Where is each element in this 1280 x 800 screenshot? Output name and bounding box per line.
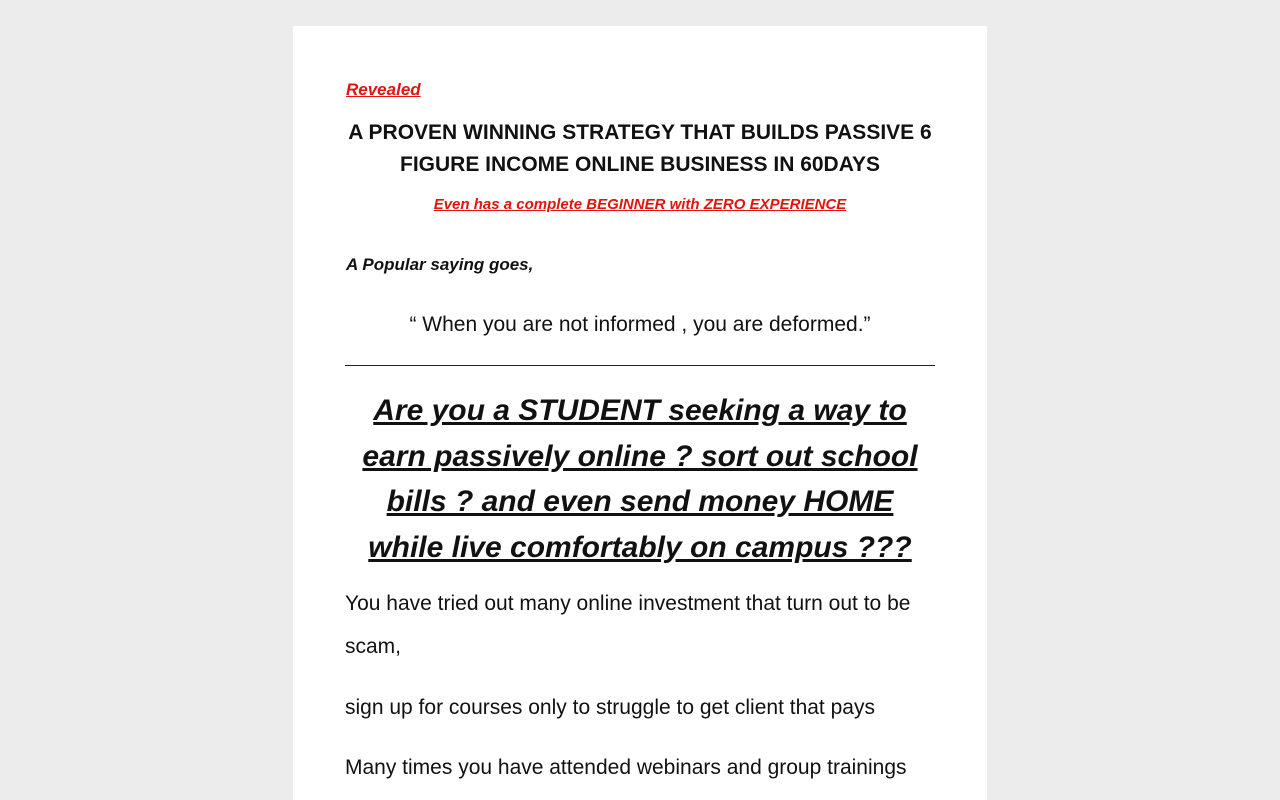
student-question-heading: Are you a STUDENT seeking a way to earn passively online ? sort out school bills ? and even send money HOME while live comfortably on campus ??? — [362, 394, 918, 564]
body-paragraph: Many times you have attended webinars and group trainings — [345, 756, 907, 779]
revealed-label: Revealed — [346, 80, 421, 99]
divider — [345, 365, 935, 366]
body-paragraph: You have tried out many online investment that turn out to be scam, — [345, 592, 911, 658]
sub-headline: Even has a complete BEGINNER with ZERO EXPERIENCE — [433, 196, 847, 213]
saying-intro: A Popular saying goes, — [346, 255, 534, 274]
page-sheet — [293, 26, 987, 800]
main-headline: A PROVEN WINNING STRATEGY THAT BUILDS PASSIVE 6 FIGURE INCOME ONLINE BUSINESS IN 60DAYS — [348, 121, 932, 176]
quote-text: “ When you are not informed , you are deformed.” — [409, 313, 871, 336]
body-paragraph: sign up for courses only to struggle to get client that pays — [345, 696, 875, 719]
